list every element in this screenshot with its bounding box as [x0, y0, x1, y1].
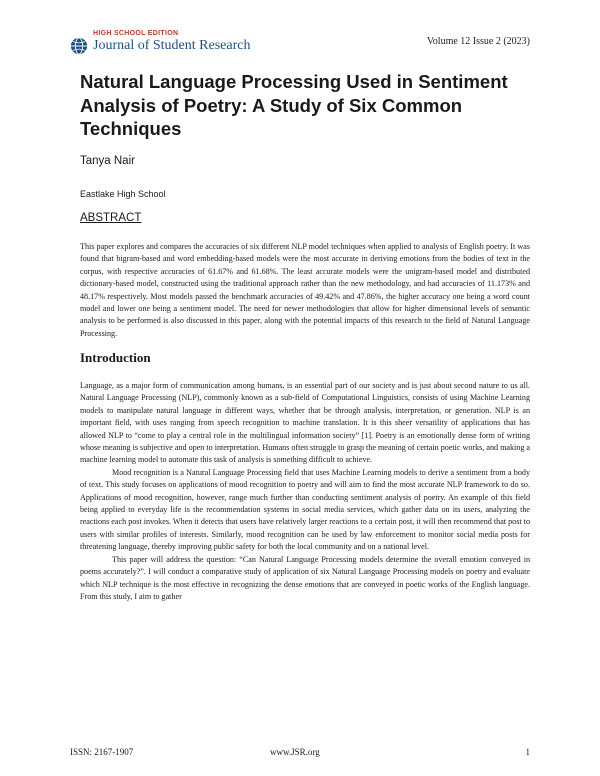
abstract-text: This paper explores and compares the accuracies of six different NLP model techniques when applied to analysis of English poetry. It was found that bigram-based and word embedding-based models were the most accurate in deriving emotions from the bodies of text in the corpus, with respective accuracies of 61.67% and 61.68%. The least accurate models were the unigram-based model and distributed dictionary-based model, constructed using the traditional approach rather than the new methodology, and had accuracies of 11.173% and 48.17% respectively. Most models passed the benchmark accuracies of 49.42% and 47.86%, the higher accuracy one being a word count model and lower one being a sentiment model. The need for newer methodologies that allow for higher dimensional levels of semantic analysis to be performed is also discussed in this paper, along with the potential impacts of this research to the field of Natural Language Processing.	[80, 242, 530, 338]
introduction-heading: Introduction	[80, 350, 151, 365]
volume-issue: Volume 12 Issue 2 (2023)	[426, 36, 530, 47]
page-number: 1	[525, 747, 530, 757]
journal-logo	[70, 30, 250, 60]
intro-paragraph-1: Language, as a major form of communication among humans, is an essential part of our society and is just about second nature to us all. Natural Language Processing (NLP), commonly known as a sub-field of Computational Linguistics, consists of using Machine Learning models to manipulate natural language in different ways, whether that be through analysis, interpretation, or generation. NLP is an important field, with uses ranging from speech recognition to machine translation. It is this sheer versatility of applications that has allowed NLP to “come to play a central role in the multilingual information society” [1]. Poetry is an emotionally dense form of writing whose meaning is subjective and open to interpretation. Humans often struggle to grasp the meaning of certain poetic works, and making a machine learning model to automate this task of analysis is something difficult to achieve.	[80, 381, 530, 465]
author-name: Tanya Nair	[80, 155, 135, 167]
logo-journal-title: Journal of Student Research	[93, 38, 251, 53]
author-affiliation: Eastlake High School	[80, 189, 166, 199]
intro-paragraph-2: Mood recognition is a Natural Language Processing field that uses Machine Learning models to derive a sentiment from a body of text. This study focuses on applications of mood recognition to poetry and will aim to find the most accurate NLP framework to do so. Applications of mood recognition, however, range much further than conducting sentiment analysis of poetry. An example of this field being applied to everyday life is the recommendation systems in social media services, which gather data on its users, analyzing the reactions each post invokes. When it detects that users have relatively larger reactions to a certain post, it will then recommend that post to users with similar profiles of interests. Similarly, mood recognition can be used by law enforcement to monitor social media posts for threatening language, thereby improving public safety for both the local community and on a national level.	[80, 467, 530, 552]
intro-paragraph-3: This paper will address the question: “Can Natural Language Processing models determine the overall emotion conveyed in poems accurately?”. I will conduct a comparative study of application of six Natural Language Processing models on poetry and evaluate which NLP technique is the most effective in recognizing the dense emotions that are conveyed in poetic works of the English language. From this study, I aim to gather	[80, 554, 530, 601]
paper-title: Natural Language Processing Used in Sentiment Analysis of Poetry: A Study of Six Common Techniques	[80, 71, 508, 139]
introduction-body	[80, 380, 530, 603]
footer-url[interactable]: www.JSR.org	[270, 747, 320, 757]
logo-edition-text: HIGH SCHOOL EDITION	[93, 30, 179, 37]
globe-icon	[70, 37, 88, 55]
abstract-heading: ABSTRACT	[80, 212, 142, 224]
footer-issn: ISSN: 2167-1907	[70, 747, 134, 757]
